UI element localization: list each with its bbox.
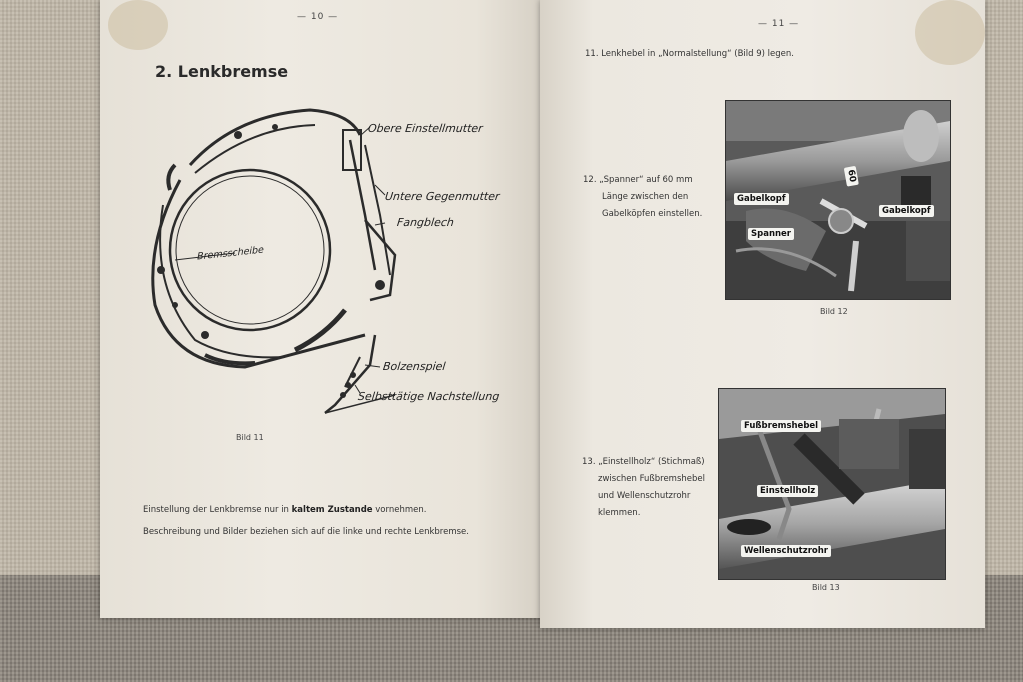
brake-drawing: [135, 95, 495, 430]
step-12-line: 12. „Spanner“ auf 60 mm: [583, 175, 693, 185]
figure-caption-11: Bild 11: [236, 433, 264, 442]
label-bremsscheibe: Bremsscheibe: [197, 244, 264, 263]
label-untere-gegenmutter: Untere Gegenmutter: [384, 190, 501, 203]
figure-caption-12: Bild 12: [820, 307, 848, 316]
tag-sixty: 60: [844, 166, 859, 186]
step-11: 11. Lenkhebel in „Normalstellung“ (Bild 9) legen.: [585, 49, 794, 59]
step-12-line: Gabelköpfen einstellen.: [602, 209, 703, 219]
figure-caption-13: Bild 13: [812, 583, 840, 592]
label-selbsttaetige-nachstellung: Selbsttätige Nachstellung: [357, 390, 501, 403]
tag-einstellholz: Einstellholz: [757, 485, 818, 497]
section-heading: 2. Lenkbremse: [155, 62, 289, 81]
label-obere-einstellmutter: Obere Einstellmutter: [367, 122, 484, 135]
step-12: [583, 172, 713, 223]
paragraph-beschreibung: Beschreibung und Bilder beziehen sich auf die linke und rechte Lenkbremse.: [143, 527, 469, 537]
step-13-line: zwischen Fußbremshebel: [598, 474, 705, 484]
page-number-right: — 11 —: [758, 19, 800, 29]
page-number-left: — 10 —: [297, 12, 339, 22]
paragraph-einstellung: Einstellung der Lenkbremse nur in kaltem Zustande vornehmen.: [143, 505, 427, 515]
step-13-line: klemmen.: [598, 508, 641, 518]
label-bolzenspiel: Bolzenspiel: [382, 360, 447, 373]
tag-spanner: Spanner: [748, 228, 794, 240]
page-stain: [108, 0, 168, 50]
page-stain: [915, 0, 985, 65]
step-12-line: Länge zwischen den: [602, 192, 689, 202]
tag-wellenschutzrohr: Wellenschutzrohr: [741, 545, 831, 557]
step-13-line: 13. „Einstellholz“ (Stichmaß): [582, 457, 705, 467]
tag-gabelkopf-right: Gabelkopf: [879, 205, 934, 217]
step-13-line: und Wellenschutzrohr: [598, 491, 691, 501]
step-13: [582, 454, 714, 522]
tag-fussbremshebel: Fußbremshebel: [741, 420, 821, 432]
tag-gabelkopf-left: Gabelkopf: [734, 193, 789, 205]
label-fangblech: Fangblech: [396, 216, 455, 229]
